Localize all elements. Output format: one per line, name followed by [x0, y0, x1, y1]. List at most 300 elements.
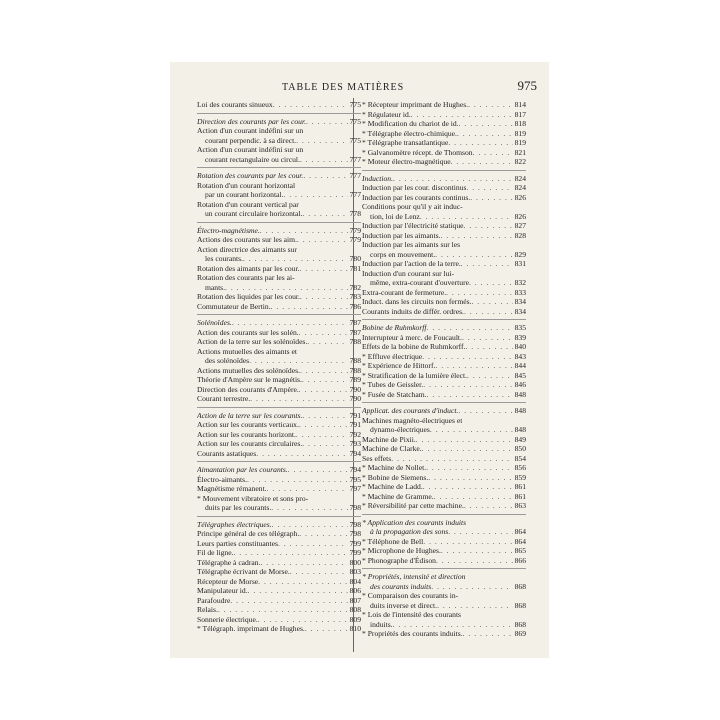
toc-entry	[197, 624, 361, 634]
toc-entry	[362, 288, 526, 298]
toc-page-number: 848	[514, 406, 526, 415]
toc-entry	[362, 492, 526, 502]
dot-leader	[393, 174, 513, 184]
dot-leader	[436, 556, 513, 566]
dot-leader	[423, 380, 512, 390]
toc-page-number: 819	[514, 138, 526, 147]
dot-leader	[271, 503, 347, 513]
toc-entry-text: * Télégraphe électro-chimique.	[362, 128, 457, 138]
toc-page-number: 790	[349, 394, 361, 403]
toc-entry	[362, 259, 526, 269]
section-separator	[362, 568, 526, 569]
toc-entry-text: Induction d'un courant sur lui-	[362, 268, 455, 278]
toc-page-number: 790	[349, 384, 361, 394]
toc-page-number: 856	[514, 463, 526, 472]
toc-page-number: 849	[514, 434, 526, 444]
toc-entry-text: les courants.	[205, 254, 243, 263]
toc-page-number: 794	[349, 465, 361, 474]
toc-entry-text: Actions mutuelles des solénoïdes.	[197, 365, 300, 375]
toc-page-number: 833	[514, 287, 526, 297]
dot-leader	[299, 420, 348, 430]
toc-entry-text: * Récepteur imprimant de Hughes.	[362, 100, 469, 109]
dot-leader	[303, 171, 347, 181]
toc-section-heading	[362, 518, 526, 528]
toc-entry-text: Induct. dans les circuits non fermés.	[362, 297, 472, 306]
dot-leader	[423, 537, 512, 547]
dot-leader	[462, 333, 513, 343]
toc-page-number: 868	[514, 581, 526, 591]
section-separator	[197, 113, 361, 114]
toc-entry-text: Récepteur de Morse	[197, 576, 259, 586]
dot-leader	[457, 129, 513, 139]
dot-leader	[435, 361, 512, 371]
toc-entry-text: Effets de la bobine de Ruhmkorff.	[362, 342, 466, 351]
toc-section-heading	[362, 323, 526, 333]
toc-entry-text: Télégraphe à cadran.	[197, 557, 261, 567]
toc-entry	[197, 254, 361, 264]
dot-leader	[411, 110, 513, 120]
toc-entry-text: un courant circulaire horizontal.	[205, 209, 303, 218]
toc-entry-text: * Stratification de la lumière élect.	[362, 370, 468, 380]
toc-entry-text: Aimantation par les courants.	[197, 465, 288, 474]
dot-leader	[461, 259, 513, 269]
toc-entry-text: * Téléphone de Bell	[362, 536, 424, 546]
toc-page-number: 783	[349, 292, 361, 301]
toc-entry	[197, 494, 361, 504]
toc-entry	[362, 202, 526, 212]
dot-leader	[451, 157, 513, 167]
toc-entry	[197, 347, 361, 357]
dot-leader	[232, 318, 348, 328]
toc-entry	[197, 283, 361, 293]
toc-page-number: 831	[514, 259, 526, 268]
toc-entry	[362, 371, 526, 381]
toc-page-number: 844	[514, 361, 526, 370]
toc-page-number: 795	[349, 474, 361, 484]
dot-leader	[471, 297, 512, 307]
toc-page-number: 807	[349, 595, 361, 605]
toc-entry	[362, 342, 526, 352]
dot-leader	[469, 278, 513, 288]
toc-entry-text: duits par les courants.	[205, 503, 272, 512]
toc-page-number: 843	[514, 351, 526, 361]
toc-entry-text: Action de la terre sur les courants.	[197, 410, 303, 420]
toc-entry	[197, 126, 361, 136]
toc-page-number: 808	[349, 605, 361, 614]
toc-entry-text: Principe général de ces télégraph.	[197, 529, 300, 538]
toc-entry-text: à la propagation des sons	[370, 527, 449, 536]
dot-leader	[464, 501, 513, 511]
dot-leader	[434, 492, 513, 502]
toc-entry	[197, 366, 361, 376]
toc-page-number: 864	[514, 536, 526, 546]
toc-entry-text: * Réversibilité par cette machine.	[362, 501, 464, 510]
toc-entry-text: Induction par les courants continus.	[362, 192, 471, 202]
dot-leader	[307, 337, 347, 347]
toc-entry-text: Action des courants sur les solén.	[197, 327, 299, 337]
toc-entry-text: * Application des courants induits	[362, 517, 467, 527]
toc-entry-text: par un courant horizontal.	[205, 190, 284, 199]
toc-entry	[362, 416, 526, 426]
section-separator	[362, 402, 526, 403]
dot-leader	[258, 577, 347, 587]
toc-section-heading	[362, 527, 526, 537]
toc-page-number: 818	[514, 119, 526, 128]
dot-leader	[302, 209, 347, 219]
toc-entry-text: * Télégraph. imprimant de Hughes.	[197, 624, 305, 633]
dot-leader	[250, 394, 347, 404]
toc-entry	[197, 558, 361, 568]
section-separator	[362, 319, 526, 320]
toc-section-heading	[362, 582, 526, 592]
toc-entry-text: Actions mutuelles des aimants et	[197, 346, 297, 356]
toc-page-number: 779	[349, 225, 361, 235]
toc-section-heading	[197, 520, 361, 530]
toc-entry	[197, 567, 361, 577]
dot-leader	[256, 449, 347, 459]
dot-leader	[283, 190, 347, 200]
toc-entry-text: Rotation des liquides par les cour.	[197, 292, 300, 301]
toc-entry	[362, 110, 526, 120]
toc-entry-text: courant perpendic. à sa direct.	[205, 135, 297, 145]
toc-entry	[362, 610, 526, 620]
toc-section-heading	[197, 465, 361, 475]
toc-entry-text: * Bobine de Siemens.	[362, 472, 429, 482]
toc-entry-text: Fil de ligne.	[197, 548, 234, 557]
dot-leader	[470, 193, 512, 203]
dot-leader	[391, 454, 512, 464]
toc-entry-text: * Machine de Gramme.	[362, 491, 434, 501]
dot-leader	[297, 235, 348, 245]
toc-page-number: 777	[349, 171, 361, 180]
dot-leader	[230, 596, 347, 606]
toc-entry	[362, 390, 526, 400]
dot-leader	[271, 302, 348, 312]
toc-entry-text: Machine de Pixii.	[362, 434, 416, 444]
toc-entry-text: * Mouvement vibratoire et sons pro-	[197, 493, 309, 503]
toc-entry-text: Ses effets	[362, 453, 392, 463]
toc-page-number: 777	[349, 154, 361, 164]
toc-entry	[362, 119, 526, 129]
toc-page-number: 779	[349, 235, 361, 244]
toc-section-heading	[197, 411, 361, 421]
toc-page-number: 793	[349, 439, 361, 448]
toc-entry	[362, 620, 526, 630]
toc-entry	[362, 240, 526, 250]
toc-entry	[362, 333, 526, 343]
toc-page-number: 834	[514, 306, 526, 316]
toc-entry	[197, 337, 361, 347]
dot-leader	[465, 342, 512, 352]
toc-section-heading	[197, 171, 361, 181]
dot-leader	[463, 629, 513, 639]
toc-entry	[362, 473, 526, 483]
toc-entry-text: * Galvanomètre récept. de Thomson	[362, 147, 473, 157]
toc-section-heading	[197, 318, 361, 328]
toc-entry	[362, 129, 526, 139]
dot-leader	[458, 406, 512, 416]
toc-page-number: 782	[349, 282, 361, 292]
toc-page-number: 788	[349, 337, 361, 346]
dot-leader	[435, 250, 512, 260]
dot-leader	[300, 264, 348, 274]
toc-entry	[197, 586, 361, 596]
dot-leader	[296, 136, 348, 146]
toc-page-number: 861	[514, 491, 526, 501]
toc-page-number: 789	[349, 375, 361, 384]
toc-entry-text: Rotation d'un courant vertical par	[197, 199, 299, 209]
toc-page-number: 787	[349, 327, 361, 337]
toc-entry	[197, 100, 361, 110]
toc-entry-text: Magnétisme rémanent.	[197, 484, 267, 493]
dot-leader	[441, 546, 513, 556]
toc-entry-text: * Microphone de Hughes.	[362, 546, 441, 555]
toc-entry	[362, 591, 526, 601]
toc-entry-text: même, extra-courant d'ouverture	[370, 278, 469, 287]
toc-entry-text: Commutateur de Bertin.	[197, 301, 271, 311]
dot-leader	[302, 375, 348, 385]
section-separator	[197, 222, 361, 223]
toc-entry	[362, 221, 526, 231]
toc-page-number: 826	[514, 211, 526, 221]
toc-entry-text: duits inverse et direct.	[370, 600, 438, 610]
toc-entry-text: Action sur les courants horizont.	[197, 429, 296, 439]
toc-page-number: 866	[514, 555, 526, 565]
toc-entry	[197, 475, 361, 485]
dot-leader	[420, 212, 513, 222]
toc-entry-text: Conditions pour qu'il y ait induc-	[362, 202, 463, 211]
toc-page-number: 850	[514, 444, 526, 453]
toc-page-number: 792	[349, 429, 361, 439]
toc-entry	[362, 250, 526, 260]
toc-entry-text: Rotation des aimants par les cour.	[197, 263, 300, 273]
toc-page-number: 848	[514, 389, 526, 399]
toc-page-number: 777	[349, 190, 361, 199]
toc-entry	[362, 212, 526, 222]
dot-leader	[273, 100, 348, 110]
dot-leader	[302, 411, 347, 421]
toc-page-number: 798	[349, 529, 361, 538]
toc-entry-text: Action sur les courants verticaux.	[197, 420, 299, 429]
toc-page-number: 868	[514, 600, 526, 610]
dot-leader	[302, 439, 347, 449]
dot-leader	[218, 605, 348, 615]
toc-entry-text: Action d'un courant indéfini sur un	[197, 145, 304, 154]
toc-entry-text: Induction par l'électricité statique	[362, 221, 464, 230]
dot-leader	[248, 586, 348, 596]
toc-entry-text: Action sur les courants circulaires.	[197, 439, 303, 448]
toc-entry-text: Courants astatiques	[197, 448, 257, 458]
toc-entry	[197, 430, 361, 440]
toc-entry	[197, 245, 361, 255]
dot-leader	[247, 475, 348, 485]
toc-entry	[197, 503, 361, 513]
toc-entry	[362, 100, 526, 110]
toc-entry-text: courant rectangulaire ou circul.	[205, 154, 300, 164]
toc-page-number: 775	[349, 116, 361, 126]
dot-leader	[267, 484, 348, 494]
toc-entry-text: Rotation d'un courant horizontal	[197, 180, 296, 190]
toc-page-number: 809	[349, 614, 361, 624]
toc-entry-text: * Modification du chariot de id.	[362, 119, 459, 128]
toc-entry	[362, 463, 526, 473]
toc-entry	[197, 596, 361, 606]
dot-leader	[428, 473, 512, 483]
dot-leader	[430, 425, 513, 435]
toc-entry-text: Induction par l'action de la terre.	[362, 259, 461, 268]
toc-section-heading	[362, 406, 526, 416]
dot-leader	[305, 624, 348, 634]
dot-leader	[300, 155, 348, 165]
toc-entry	[197, 190, 361, 200]
toc-page-number: 798	[349, 503, 361, 512]
toc-entry-text: * Effluve électrique	[362, 351, 423, 361]
dot-leader	[422, 352, 512, 362]
toc-page-number: 778	[349, 209, 361, 218]
toc-entry-text: corps en mouvement.	[370, 249, 436, 259]
toc-entry-text: des solénoïdes	[205, 356, 250, 365]
toc-page-number: 859	[514, 472, 526, 482]
dot-leader	[260, 558, 347, 568]
toc-page-number: 828	[514, 230, 526, 240]
dot-leader	[243, 254, 348, 264]
dot-leader	[393, 620, 513, 630]
toc-page-number: 794	[349, 448, 361, 458]
dot-leader	[416, 435, 513, 445]
toc-page-number: 854	[514, 453, 526, 463]
toc-entry-text: Électro-magnétisme.	[197, 225, 260, 235]
toc-entry-text: Courants induits de différ. ordres.	[362, 306, 464, 316]
section-separator	[362, 170, 526, 171]
toc-entry	[362, 231, 526, 241]
toc-page-number: 798	[349, 519, 361, 529]
toc-entry-text: Machines magnéto-électriques et	[362, 415, 463, 425]
toc-page-number: 791	[349, 420, 361, 429]
toc-page-number: 821	[514, 147, 526, 157]
toc-entry-text: Rotation des courants par les ai-	[197, 273, 295, 282]
section-separator	[197, 461, 361, 462]
toc-entry	[362, 425, 526, 435]
toc-entry	[197, 235, 361, 245]
toc-entry	[362, 482, 526, 492]
dot-leader	[431, 582, 512, 592]
dot-leader	[278, 539, 348, 549]
toc-entry	[362, 278, 526, 288]
dot-leader	[234, 548, 348, 558]
toc-entry	[197, 328, 361, 338]
toc-entry	[197, 385, 361, 395]
toc-entry-text: * Lois de l'intensité des courants	[362, 610, 462, 619]
toc-page-number: 864	[514, 527, 526, 536]
toc-entry	[362, 629, 526, 639]
toc-page-number: 804	[349, 576, 361, 586]
toc-entry-text: Actions des courants sur les aim.	[197, 235, 297, 244]
dot-leader	[466, 183, 512, 193]
toc-entry-text: Solénoïdes.	[197, 318, 232, 327]
toc-entry	[362, 435, 526, 445]
toc-entry-text: Induction par les cour. discontinus	[362, 183, 467, 192]
toc-entry	[197, 155, 361, 165]
toc-entry-text: Extra-courant de fermeture.	[362, 287, 447, 297]
toc-page-number: 834	[514, 297, 526, 306]
toc-entry	[197, 302, 361, 312]
dot-leader	[300, 366, 348, 376]
toc-section-heading	[197, 117, 361, 127]
toc-page-number: 824	[514, 173, 526, 183]
toc-page-number: 863	[514, 501, 526, 510]
toc-entry-text: Manipulateur id.	[197, 586, 248, 595]
toc-page-number: 800	[349, 557, 361, 567]
toc-entry	[197, 209, 361, 219]
toc-entry-text: Applicat. des courants d'induct.	[362, 406, 459, 415]
toc-entry-text: Leurs parties constituantes	[197, 538, 278, 548]
toc-entry-text: Direction des courants par les cour.	[197, 116, 306, 126]
toc-entry-text: Direction des courants d'Ampère.	[197, 384, 299, 394]
toc-entry	[197, 484, 361, 494]
toc-entry	[197, 605, 361, 615]
dot-leader	[290, 567, 348, 577]
dot-leader	[464, 221, 513, 231]
toc-entry-text: Action d'un courant indéfini sur un	[197, 126, 304, 135]
dot-leader	[473, 148, 513, 158]
toc-entry-text: induits.	[370, 619, 393, 629]
toc-entry	[197, 439, 361, 449]
toc-page-number: 786	[349, 301, 361, 311]
dot-leader	[423, 482, 513, 492]
toc-entry-text: * Propriétés des courants induits.	[362, 629, 463, 638]
toc-entry	[197, 356, 361, 366]
toc-entry	[362, 352, 526, 362]
toc-entry	[362, 148, 526, 158]
toc-entry	[362, 307, 526, 317]
toc-page-number: 775	[349, 100, 361, 109]
toc-entry-text: Parafoudre	[197, 595, 231, 605]
toc-entry	[362, 193, 526, 203]
dot-leader	[448, 527, 512, 537]
dot-leader	[258, 615, 348, 625]
toc-page-number: 829	[514, 249, 526, 259]
dot-leader	[306, 117, 348, 127]
toc-entry-text: Rotation des courants par les cour.	[197, 171, 304, 180]
toc-entry-text: dynamo-électriques	[370, 425, 430, 434]
dot-leader	[468, 100, 513, 110]
dot-leader	[437, 601, 513, 611]
toc-entry	[197, 548, 361, 558]
toc-page-number: 869	[514, 629, 526, 638]
toc-entry	[362, 380, 526, 390]
toc-entry-text: Courant terrestre.	[197, 394, 251, 403]
toc-entry-text: * Propriétés, intensité et direction	[362, 572, 466, 581]
toc-entry	[197, 375, 361, 385]
toc-page-number: 817	[514, 109, 526, 119]
toc-entry-text: Sonnerie électrique.	[197, 614, 258, 624]
dot-leader	[299, 385, 348, 395]
toc-page-number: 868	[514, 619, 526, 629]
section-separator	[362, 514, 526, 515]
toc-entry-text: Théorie d'Ampère sur le magnétis.	[197, 375, 302, 384]
toc-page-number: 803	[349, 567, 361, 576]
dot-leader	[464, 307, 513, 317]
dot-leader	[296, 430, 348, 440]
toc-page-number: 791	[349, 410, 361, 420]
toc-page-number: 839	[514, 332, 526, 342]
toc-entry-text: * Machine de Ladd.	[362, 482, 423, 491]
toc-page-number: 822	[514, 157, 526, 166]
toc-entry-text: Électro-aimants.	[197, 474, 247, 484]
toc-page-number: 788	[349, 365, 361, 375]
dot-leader	[467, 371, 513, 381]
toc-entry-text: * Phonographe d'Édison	[362, 555, 436, 565]
